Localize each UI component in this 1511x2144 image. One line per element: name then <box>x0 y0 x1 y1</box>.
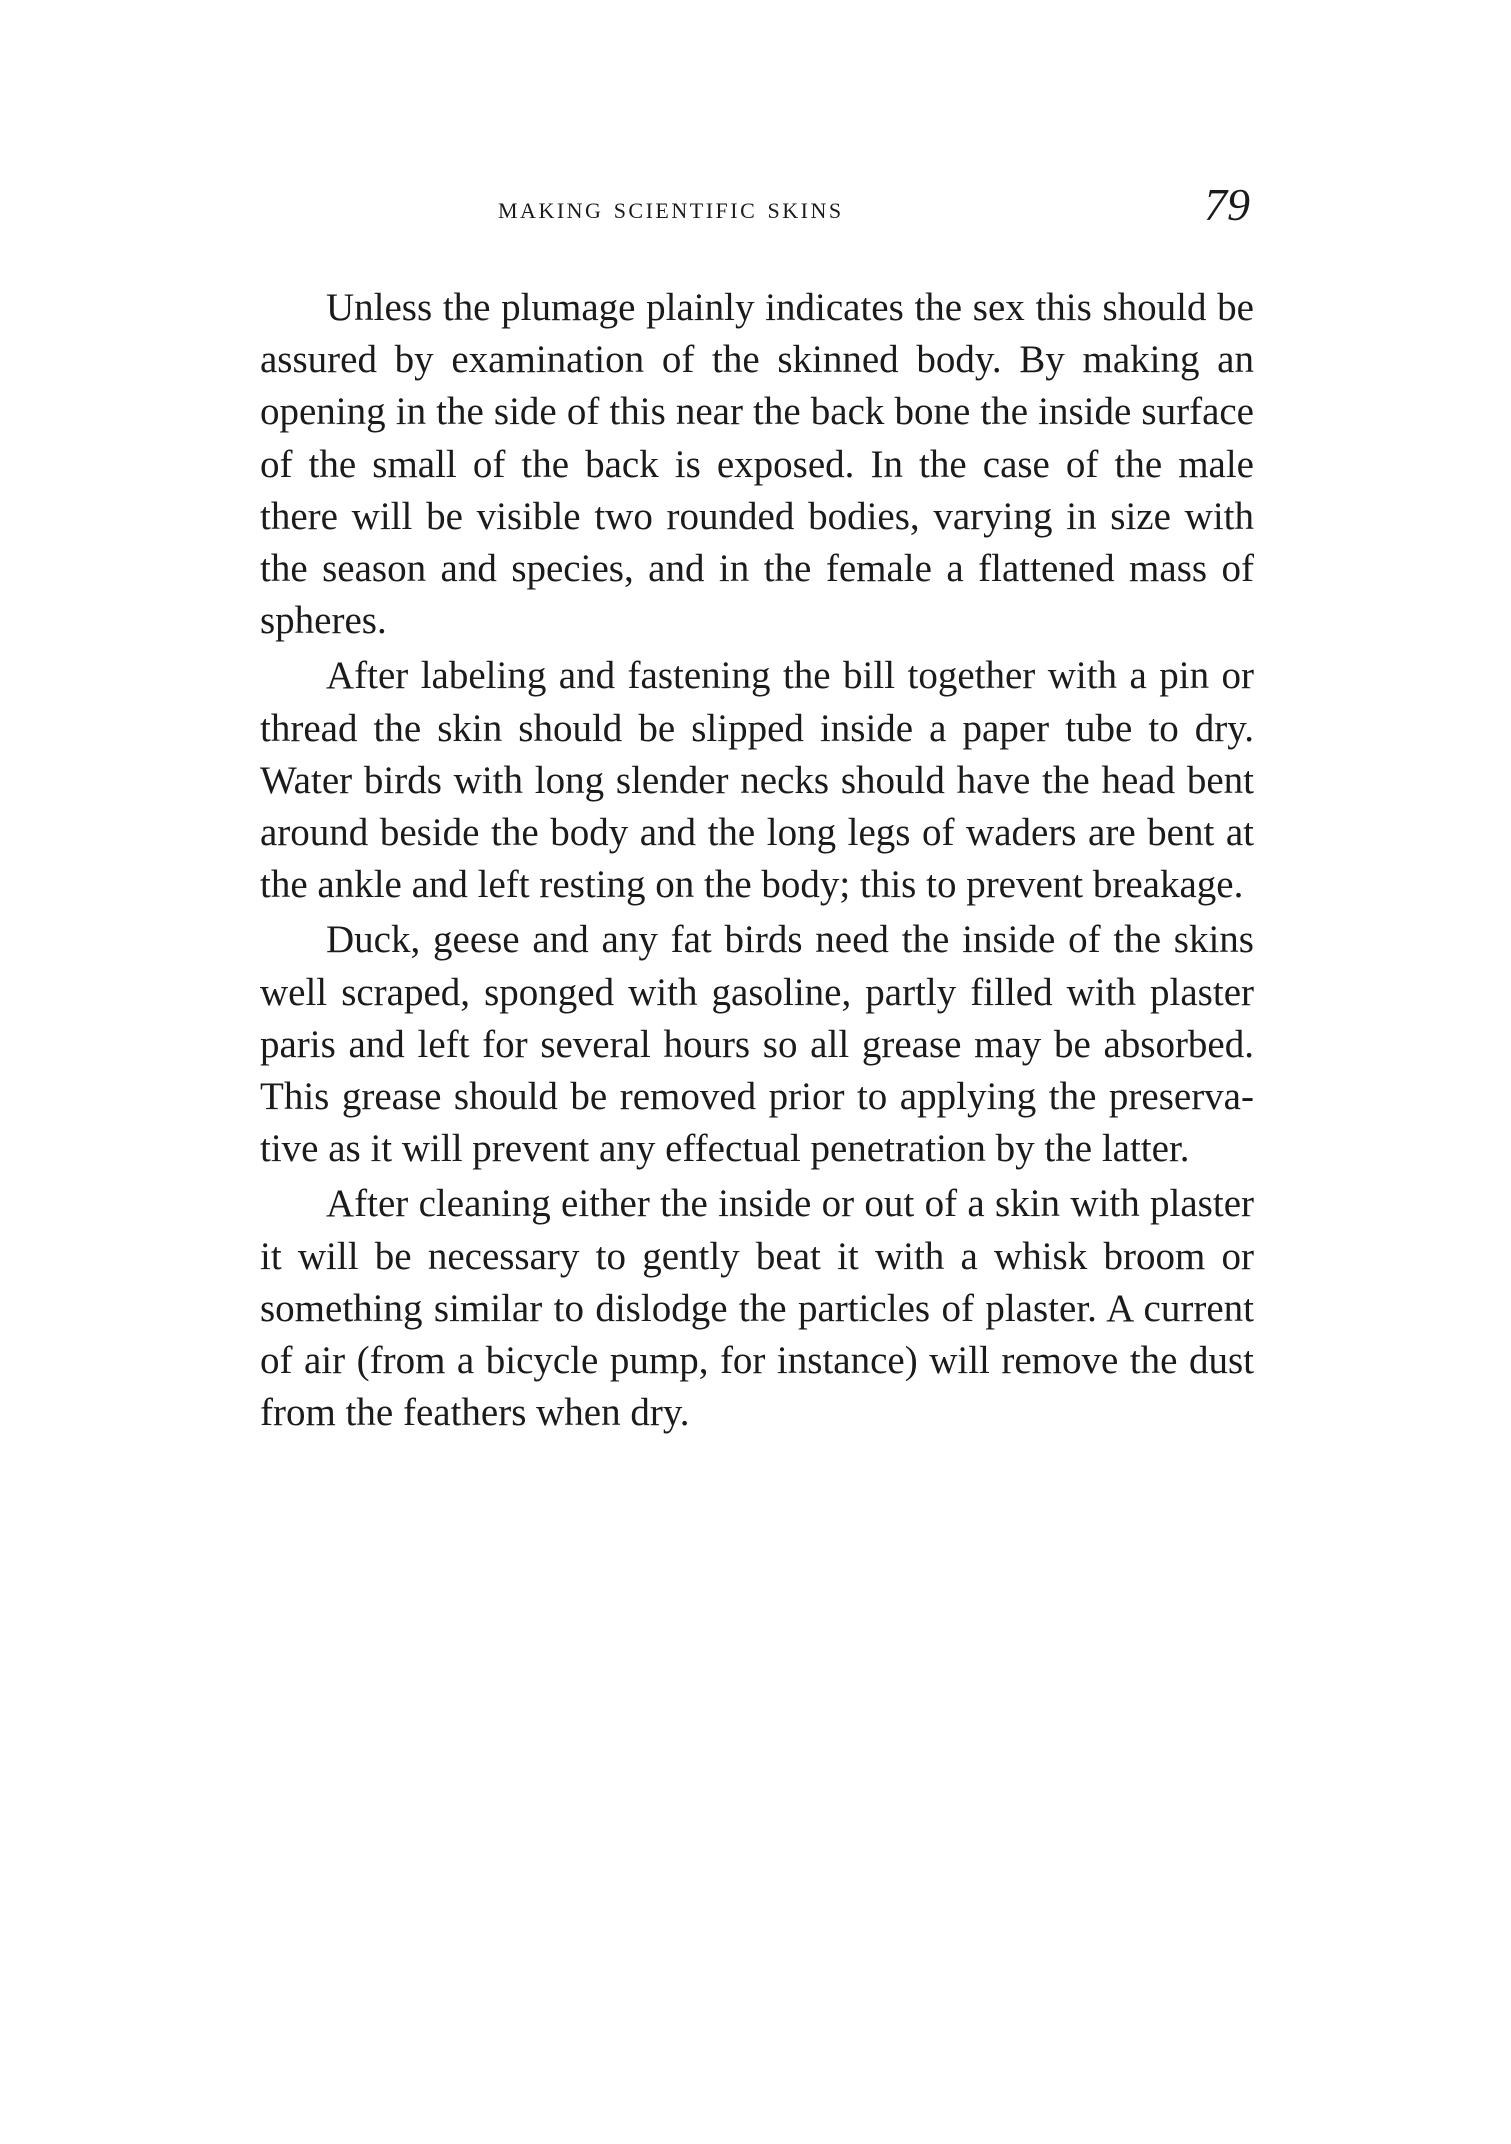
paragraph-labeling-and-drying: After labeling and fastening the bill together with a pin or thread the skin should be slipped inside a paper tube to dry. Water birds with long slender necks should have the head bent around beside the body and the long legs of waders are bent at the ankle and left resting on the body; this to prevent breakage. <box>260 654 1254 907</box>
paragraph-cleaning-plaster: After cleaning either the inside or out of a skin with plaster it will be necessary to gently beat it with a whisk broom or something similar to dislodge the particles of plaster. A current of air (from a bicycle pump, for instance) will remove the dust from the feathers when dry. <box>260 1182 1254 1435</box>
running-head <box>260 179 1260 242</box>
paragraph-fat-birds: Duck, geese and any fat birds need the inside of the skins well scraped, sponged with gasoline, partly filled with plaster paris and left for several hours so all grease may be absorbed. This grease should be removed prior to applying the preservative as it will prevent any effectual penetration by the latter. <box>260 918 1254 1171</box>
body-text <box>260 282 1254 1439</box>
page-number: 79 <box>1204 179 1250 230</box>
running-title: making scientific skins <box>498 190 844 225</box>
paragraph-sex-determination: Unless the plumage plainly indicates the sex this should be assured by examination of the skinned body. By making an opening in the side of this near the back bone the inside surface of the small of the back is exposed. In the case of the male there will be visible two rounded bodies, varying in size with the season and species, and in the female a flattened mass of spheres. <box>260 286 1254 643</box>
